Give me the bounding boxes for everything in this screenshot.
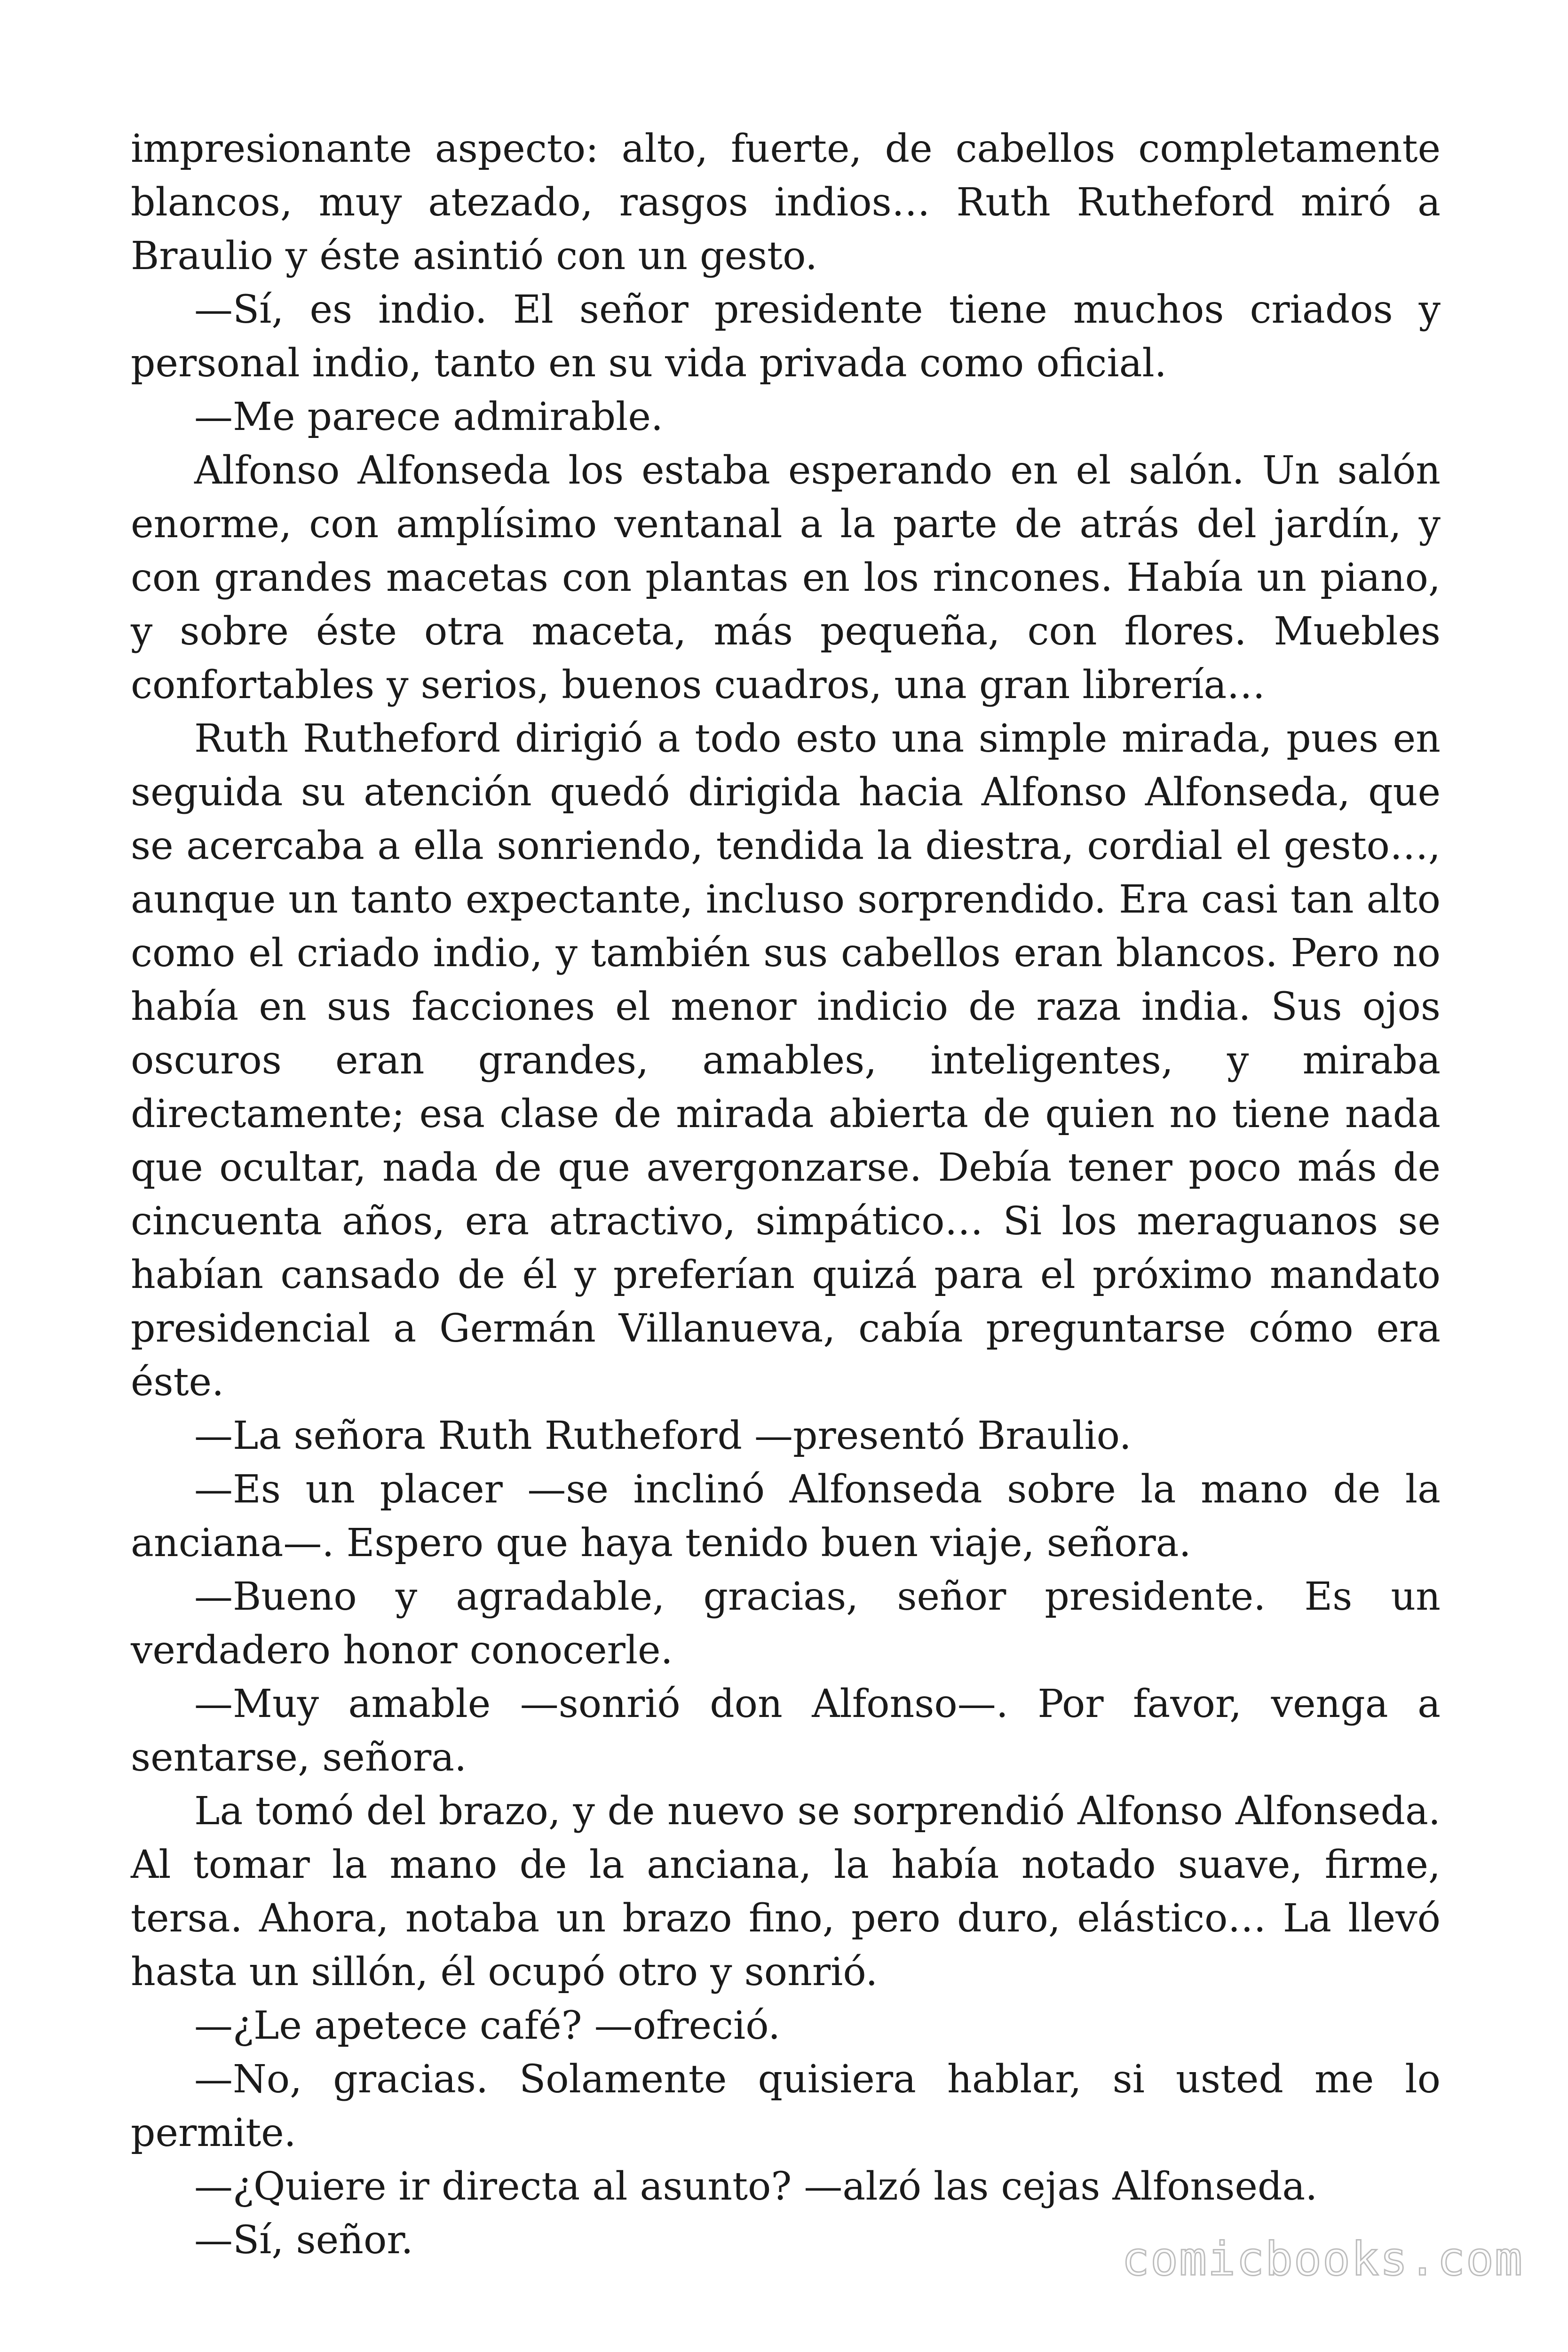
paragraph: impresionante aspecto: alto, fuerte, de cabellos completamente blancos, muy atezado, rasgos indios… Ruth Rutheford miró a Braulio y éste asintió con un gesto. bbox=[131, 127, 1441, 278]
paragraph: Ruth Rutheford dirigió a todo esto una simple mirada, pues en seguida su atención quedó dirigida hacia Alfonso Alfonseda, que se acercaba a ella sonriendo, tendida la diestra, cordial el gesto…, aunque un tanto expectante, incluso sorprendido. Era casi tan alto como el criado indio, y también sus cabellos eran blancos. Pero no había en sus facciones el menor indicio de raza india. Sus ojos oscuros eran grandes, amables, inteligentes, y miraba directamente; esa clase de mirada abierta de quien no tiene nada que ocultar, nada de que avergonzarse. Debía tener poco más de cincuenta años, era atractivo, simpático… Si los meraguanos se habían cansado de él y preferían quizá para el próximo mandato presidencial a Germán Villanueva, cabía preguntarse cómo era éste. bbox=[131, 716, 1441, 1405]
watermark: comicbooks.com bbox=[1121, 2233, 1523, 2286]
paragraph: —¿Quiere ir directa al asunto? —alzó las cejas Alfonseda. bbox=[194, 2164, 1318, 2209]
paragraph: —No, gracias. Solamente quisiera hablar, si usted me lo permite. bbox=[131, 2057, 1441, 2155]
paragraph: —Sí, es indio. El señor presidente tiene muchos criados y personal indio, tanto en su vida privada como oficial. bbox=[131, 287, 1441, 386]
paragraph: —Bueno y agradable, gracias, señor presidente. Es un verdadero honor conocerle. bbox=[131, 1574, 1441, 1673]
paragraph: —Es un placer —se inclinó Alfonseda sobre la mano de la anciana—. Espero que haya tenido buen viaje, señora. bbox=[131, 1467, 1441, 1565]
paragraph: Alfonso Alfonseda los estaba esperando en el salón. Un salón enorme, con amplísimo ventanal a la parte de atrás del jardín, y con grandes macetas con plantas en los rincones. Había un piano, y sobre éste otra maceta, más pequeña, con flores. Muebles confortables y serios, buenos cuadros, una gran librería… bbox=[131, 448, 1441, 707]
paragraph: —Sí, señor. bbox=[194, 2218, 413, 2263]
paragraph: La tomó del brazo, y de nuevo se sorprendió Alfonso Alfonseda. Al tomar la mano de la anciana, la había notado suave, firme, tersa. Ahora, notaba un brazo fino, pero duro, elástico… La llevó hasta un sillón, él ocupó otro y sonrió. bbox=[131, 1789, 1441, 1994]
paragraph: —Me parece admirable. bbox=[194, 395, 663, 439]
paragraph: —¿Le apetece café? —ofreció. bbox=[194, 2003, 781, 2048]
paragraph: —La señora Ruth Rutheford —presentó Braulio. bbox=[194, 1414, 1132, 1458]
paragraph: —Muy amable —sonrió don Alfonso—. Por favor, venga a sentarse, señora. bbox=[131, 1682, 1441, 1780]
page-body bbox=[131, 122, 1441, 2267]
